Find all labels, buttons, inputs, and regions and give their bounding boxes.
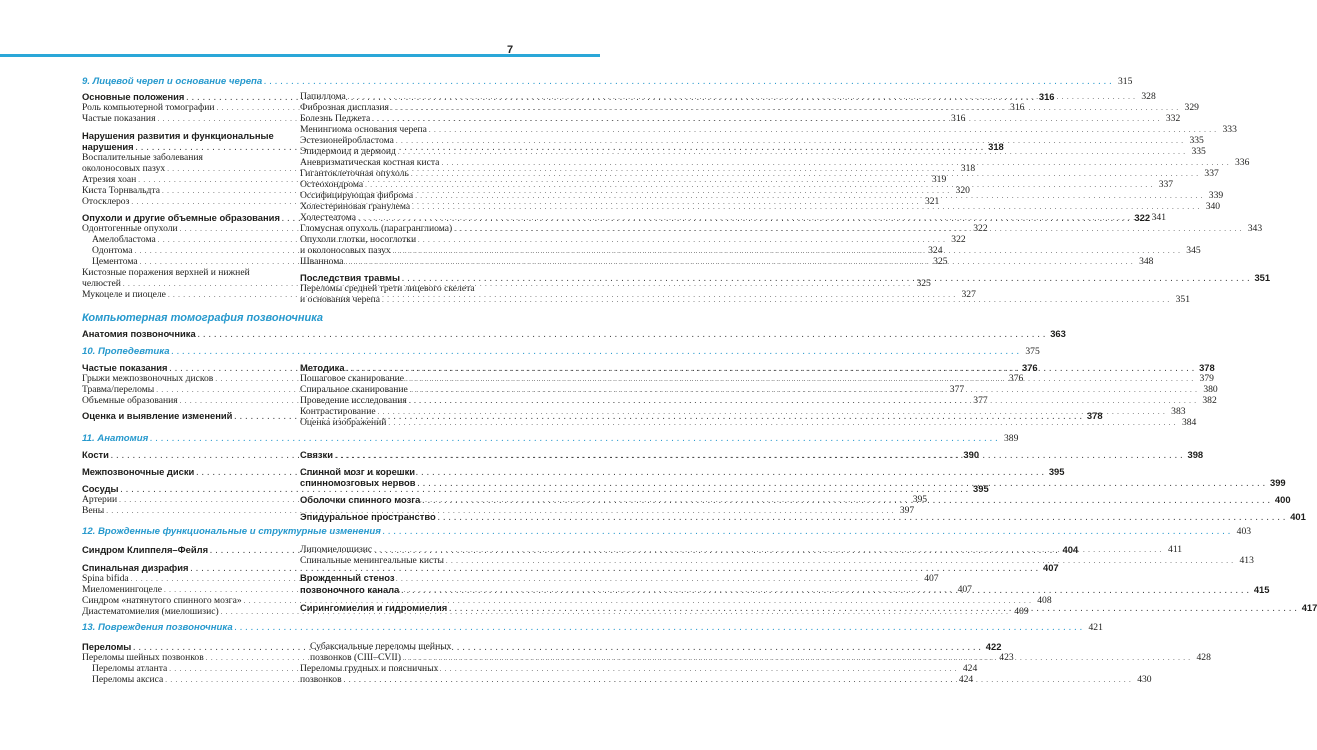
toc-entry[interactable]: Частые показания . . . 376 [82,362,294,375]
toc-entry[interactable]: Папиллома . . . 328 [300,91,518,103]
toc-entry[interactable]: Остеохондрома . . . 337 [300,179,518,191]
toc-entry[interactable]: спинномозговых нервов . . . 399 [300,477,518,490]
toc-entry[interactable]: околоносовых пазух . . . 318 [82,163,294,175]
toc-entry[interactable]: Одонтома . . . 324 [92,245,294,257]
toc-entry[interactable]: Гигантоклеточная опухоль . . . 337 [300,168,518,180]
chapter-page: 389 [1004,433,1019,444]
toc-entry[interactable]: Синдром «натянутого спинного мозга» . . . 408 [82,595,294,607]
toc-entry[interactable]: Киста Торнвальдта . . . 320 [82,185,294,197]
toc-entry[interactable]: Методика . . . 378 [300,362,518,375]
toc-entry[interactable]: Роль компьютерной томографии . . . 316 [82,102,294,114]
toc-entry[interactable]: Контрастирование . . . 383 [300,406,518,418]
toc-entry[interactable]: Атрезия хоан . . . 319 [82,174,294,186]
toc-entry[interactable]: Миеломенингоцеле . . . 407 [82,584,294,596]
toc-entry[interactable]: Шваннома . . . 348 [300,256,518,268]
toc-entry[interactable]: Грыжи межпозвоночных дисков . . . 376 [82,373,294,385]
toc-entry[interactable]: Оссифицирующая фиброма . . . 339 [300,190,518,202]
chapter-10-heading[interactable] [82,346,1040,358]
toc-entry-line1: Опухоли глотки, носоглотки [300,234,417,245]
toc-entry-line1: Врожденный стеноз [300,572,395,583]
toc-entry[interactable]: Оболочки спинного мозга . . . 400 [300,494,518,507]
toc-entry[interactable]: Пошаговое сканирование . . . 379 [300,373,518,385]
toc-entry-line1: Воспалительные заболевания [82,152,203,163]
toc-entry[interactable]: Анатомия позвоночника . . . 363 [82,328,294,341]
toc-entry[interactable]: Артерии . . . 395 [82,494,294,506]
toc-entry-line1: Субаксиальные переломы шейных [310,641,452,652]
chapter-12-heading[interactable] [82,526,1252,538]
toc-entry[interactable]: Отосклероз . . . 321 [82,196,294,208]
toc-entry-line1: Спинной мозг и корешки [300,466,416,477]
toc-entry[interactable]: позвонков . . . 430 [300,674,518,686]
toc-entry[interactable]: Спинальная дизрафия . . . 407 [82,562,294,575]
toc-entry[interactable]: Липомиелошизис . . . 411 [300,544,518,556]
toc-entry[interactable]: Спинальные менингеальные кисты . . . 413 [300,555,518,567]
toc-entry[interactable]: Спиральное сканирование . . . 380 [300,384,518,396]
toc-entry[interactable]: Эпидуральное пространство . . . 401 [300,511,518,524]
toc-entry[interactable]: Опухоли и другие объемные образования . . . 322 [82,212,294,225]
toc-entry[interactable]: Переломы шейных позвонков . . . 423 [82,652,294,664]
toc-entry[interactable]: Объемные образования . . . 377 [82,395,294,407]
toc-entry[interactable]: Эпидермоид и дермоид . . . 335 [300,146,518,158]
part-heading: Компьютерная томография позвоночника [82,312,324,324]
toc-entry[interactable]: и основания черепа . . . 351 [300,294,518,306]
toc-entry[interactable]: Менингиома основания черепа . . . 333 [300,124,518,136]
chapter-title: 12. Врожденные функциональные и структурные изменения [82,526,381,537]
toc-entry[interactable]: Межпозвоночные диски . . . 395 [82,466,294,479]
chapter-page: 315 [1118,76,1133,87]
toc-entry[interactable]: Холестериновая гранулема . . . 340 [300,201,518,213]
chapter-9-heading[interactable] [82,76,1133,88]
toc-entry[interactable]: Цементома . . . 325 [92,256,294,268]
toc-entry[interactable]: Оценка и выявление изменений . . . 378 [82,410,294,423]
toc-entry[interactable]: челюстей . . . 325 [82,278,294,290]
toc-entry[interactable]: Связки . . . 398 [300,449,518,462]
toc-entry-line1: Нарушения развития и функциональные [82,130,274,141]
toc-entry[interactable]: Амелобластома . . . 322 [92,234,294,246]
toc-entry[interactable]: Переломы атланта . . . 424 [92,663,294,675]
toc-entry[interactable]: Сирингомиелия и гидромиелия . . . 417 [300,602,518,615]
toc-entry[interactable]: Проведение исследования . . . 382 [300,395,518,407]
toc-entry[interactable]: Вены . . . 397 [82,505,294,517]
toc-entry[interactable]: Переломы . . . 422 [82,641,294,654]
toc-entry[interactable]: Последствия травмы . . . 351 [300,272,518,285]
toc-entry[interactable]: Переломы аксиса . . . 424 [92,674,294,686]
toc-entry-line1: Переломы средней трети лицевого скелета [300,283,475,294]
chapter-13-heading[interactable] [82,622,1103,634]
toc-entry[interactable]: Одонтогенные опухоли . . . 322 [82,223,294,235]
toc-entry[interactable]: Фиброзная дисплазия . . . 329 [300,102,518,114]
toc-entry[interactable]: Сосуды . . . 395 [82,483,294,496]
toc-entry[interactable]: Болезнь Педжета . . . 332 [300,113,518,125]
toc-entry[interactable]: Холестеатома . . . 341 [300,212,518,224]
toc-entry[interactable]: позвоночного канала . . . 415 [300,584,518,597]
toc-entry-line1: Кистозные поражения верхней и нижней [82,267,250,278]
toc-entry[interactable]: Мукоцеле и пиоцеле . . . 327 [82,289,294,301]
toc-entry[interactable]: Кости . . . 390 [82,449,294,462]
page-number: 7 [507,44,514,56]
toc-entry[interactable]: Частые показания . . . 316 [82,113,294,125]
toc-entry[interactable]: Spina bifida . . . 407 [82,573,294,585]
chapter-title: 9. Лицевой череп и основание черепа [82,76,263,87]
chapter-title: 10. Пропедевтика [82,346,170,357]
chapter-page: 421 [1088,622,1103,633]
toc-entry[interactable]: позвонков (CIII–CVII) . . . 428 [310,652,518,664]
toc-entry[interactable]: Оценка изображений . . . 384 [300,417,518,429]
chapter-page: 403 [1236,526,1252,537]
toc-entry[interactable]: нарушения . . . 318 [82,141,294,154]
chapter-title: 11. Анатомия [82,433,149,444]
toc-entry[interactable]: Синдром Клиппеля–Фейля . . . 404 [82,544,294,557]
chapter-page: 375 [1025,346,1040,357]
toc-entry[interactable]: Травма/переломы . . . 377 [82,384,294,396]
toc-entry-line1: Переломы грудных и поясничных [300,663,439,674]
toc-entry[interactable]: и околоносовых пазух . . . 345 [300,245,518,257]
toc-entry[interactable]: Гломусная опухоль (парагранглиома) . . . 343 [300,223,518,235]
toc-entry[interactable]: Основные положения . . . 316 [82,91,294,104]
toc-entry[interactable]: Аневризматическая костная киста . . . 336 [300,157,518,169]
toc-entry[interactable]: Эстезионейробластома . . . 335 [300,135,518,147]
toc-entry[interactable]: Диастематомиелия (миелошизис) . . . 409 [82,606,294,618]
chapter-11-heading[interactable] [82,433,1019,445]
chapter-title: 13. Повреждения позвоночника [82,622,233,633]
